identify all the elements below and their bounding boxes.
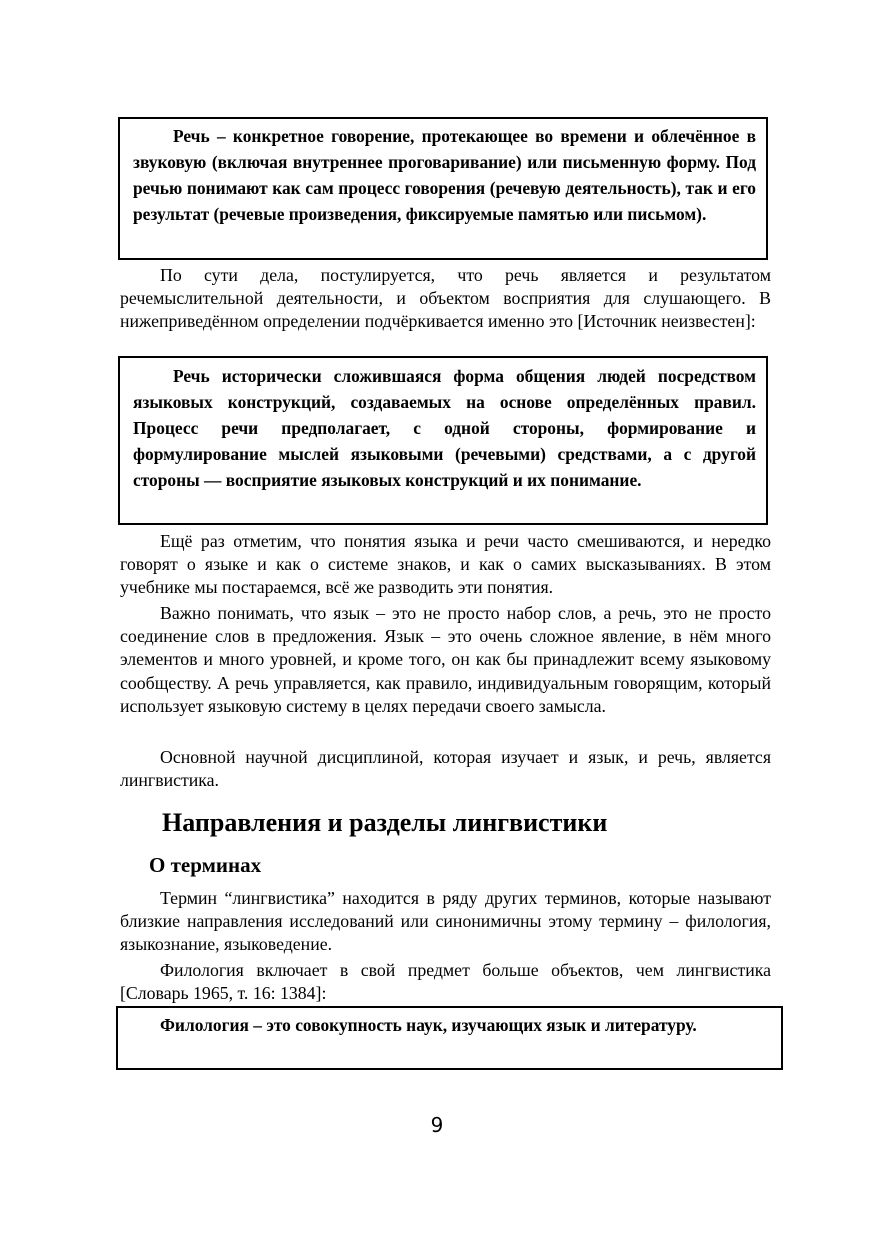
definition-box-philology — [116, 1006, 783, 1070]
definition-box-speech-historical — [118, 356, 768, 525]
paragraph: По сути дела, постулируется, что речь является и результатом речемыслительной деятельности, и объектом восприятия для слушающего. В нижеприведённом определении подчёркивается именно это [Источник неизвестен]: — [120, 265, 771, 332]
paragraph: Важно понимать, что язык – это не просто набор слов, а речь, это не просто соединение слов в предложения. Язык – это очень сложное явление, в нём много элементов и много уровней, и кроме того, он как бы принадлежит всему языковому сообществу. А речь управляется, как правило, индивидуальным говорящим, который использует языковую систему в целях передачи своего замысла. — [120, 603, 771, 716]
paragraph: Филология включает в свой предмет больше объектов, чем лингвистика [Словарь 1965, т. 16: 1384]: — [120, 960, 771, 1004]
section-heading: Направления и разделы лингвистики — [162, 808, 608, 837]
paragraph: Термин “лингвистика” находится в ряду других терминов, которые называют близкие направления исследований или синонимичны этому термину – филология, языкознание, языковедение. — [120, 888, 771, 955]
paragraph: Ещё раз отметим, что понятия языка и речи часто смешиваются, и нередко говорят о языке и как о системе знаков, и как о самих высказываниях. В этом учебнике мы постараемся, всё же разводить эти понятия. — [120, 531, 771, 598]
definition-philology-text: Филология – это совокупность наук, изучающих язык и литературу. — [160, 1015, 697, 1035]
definition-speech-historical-text: Речь исторически сложившаяся форма общения людей посредством языковых конструкций, создаваемых на основе определённых правил. Процесс речи предполагает, с одной стороны, формирование и формулирование мыслей языковыми (речевыми) средствами, а с другой стороны — восприятие языковых конструкций и их понимание. — [133, 366, 756, 490]
definition-speech-text: Речь – конкретное говорение, протекающее во времени и облечённое в звуковую (включая внутреннее проговаривание) или письменную форму. Под речью понимают как сам процесс говорения (речевую деятельность), так и его результат (речевые произведения, фиксируемые памятью или письмом). — [133, 126, 756, 224]
paragraph: Основной научной дисциплиной, которая изучает и язык, и речь, является лингвистика. — [120, 747, 771, 791]
definition-box-speech — [118, 117, 768, 260]
page-number: 9 — [430, 1113, 444, 1137]
subsection-heading: О терминах — [149, 853, 262, 877]
